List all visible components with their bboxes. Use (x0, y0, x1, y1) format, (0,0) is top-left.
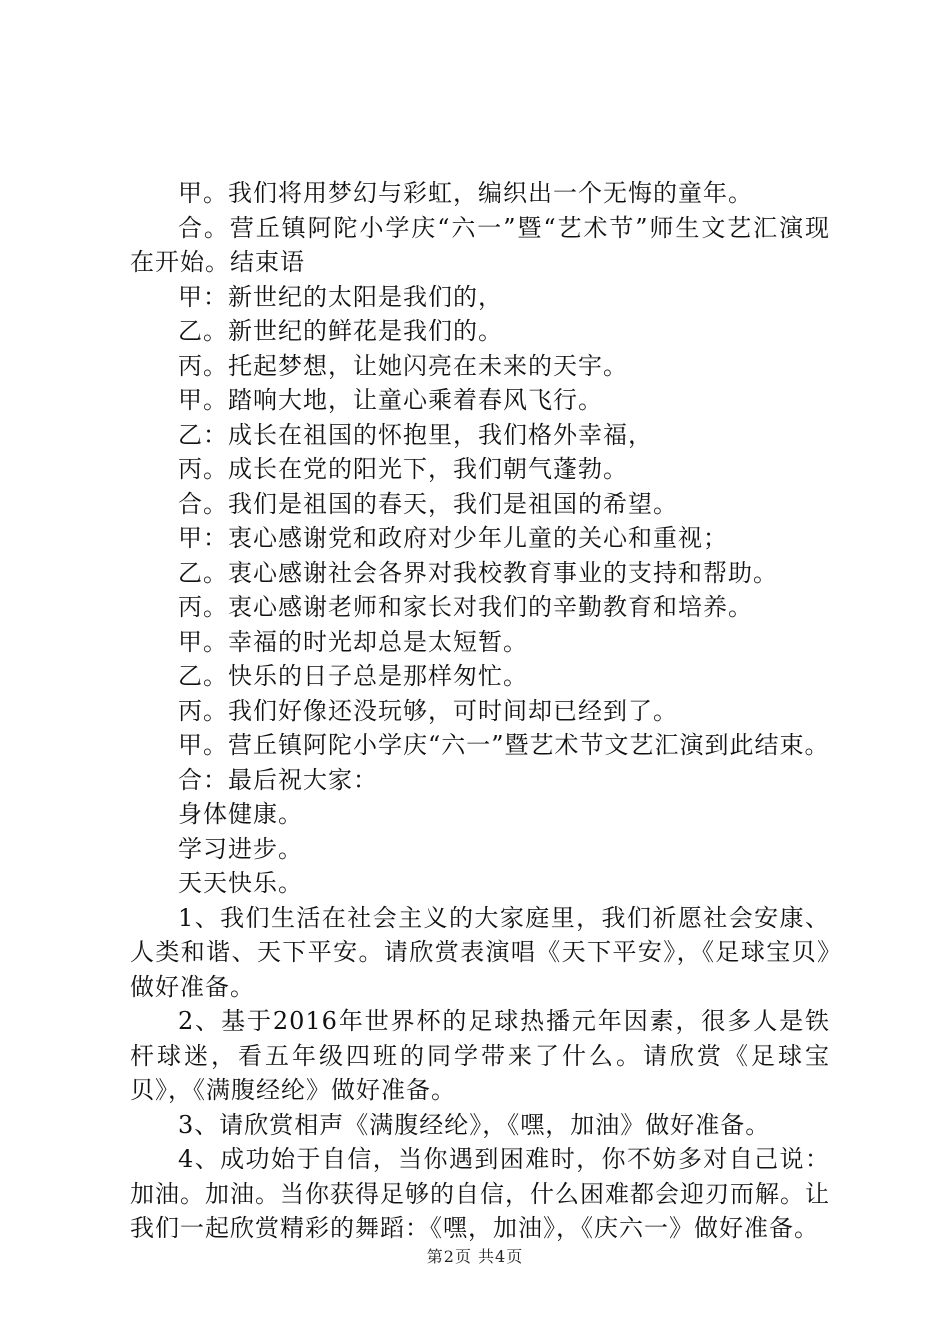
paragraph: 乙。衷心感谢社会各界对我校教育事业的支持和帮助。 (178, 558, 778, 587)
paragraph: 2、基于2016年世界杯的足球热播元年因素，很多人是铁杆球迷，看五年级四班的同学带来了什么。请欣赏《足球宝贝》，《满腹经纶》做好准备。 (130, 1007, 830, 1104)
paragraph: 3、请欣赏相声《满腹经纶》，《嘿，加油》做好准备。 (178, 1110, 771, 1139)
paragraph: 丙。我们好像还没玩够，可时间却已经到了。 (178, 696, 678, 725)
paragraph: 甲：新世纪的太阳是我们的， (178, 282, 503, 311)
paragraph: 甲。我们将用梦幻与彩虹，编织出一个无悔的童年。 (178, 179, 753, 207)
paragraph: 1、我们生活在社会主义的大家庭里，我们祈愿社会安康、人类和谐、天下平安。请欣赏表演唱《天下平安》，《足球宝贝》做好准备。 (130, 903, 830, 1001)
paragraph: 甲。营丘镇阿陀小学庆“六一”暨艺术节文艺汇演到此结束。 (178, 731, 830, 759)
paragraph: 甲。踏响大地，让童心乘着春风飞行。 (178, 386, 603, 414)
paragraph: 合。营丘镇阿陀小学庆“六一”暨“艺术节”师生文艺汇演现在开始。结束语 (130, 213, 830, 276)
paragraph: 身体健康。 (178, 800, 303, 828)
paragraph: 甲。幸福的时光却总是太短暂。 (178, 627, 528, 656)
paragraph: 丙。托起梦想，让她闪亮在未来的天宇。 (178, 351, 628, 380)
paragraph: 丙。衷心感谢老师和家长对我们的辛勤教育和培养。 (178, 593, 753, 621)
paragraph: 乙。快乐的日子总是那样匆忙。 (178, 662, 528, 690)
paragraph: 甲：衷心感谢党和政府对少年儿童的关心和重视； (178, 524, 728, 552)
paragraph: 乙。新世纪的鲜花是我们的。 (178, 317, 503, 345)
paragraph: 乙：成长在祖国的怀抱里，我们格外幸福， (178, 420, 653, 449)
paragraph: 合：最后祝大家： (178, 765, 378, 794)
page-number-footer: 第2页 共4页 (426, 1247, 524, 1266)
paragraph: 4、成功始于自信，当你遇到困难时，你不妨多对自己说：加油。加油。当你获得足够的自信，什么困难都会迎刃而解。让我们一起欣赏精彩的舞蹈：《嘿，加油》，《庆六一》做好准备。 (130, 1145, 830, 1242)
paragraph: 天天快乐。 (178, 869, 303, 897)
paragraph: 学习进步。 (178, 834, 303, 863)
document-body (130, 176, 830, 1246)
paragraph: 合。我们是祖国的春天，我们是祖国的希望。 (178, 489, 678, 518)
paragraph: 丙。成长在党的阳光下，我们朝气蓬勃。 (178, 455, 628, 483)
